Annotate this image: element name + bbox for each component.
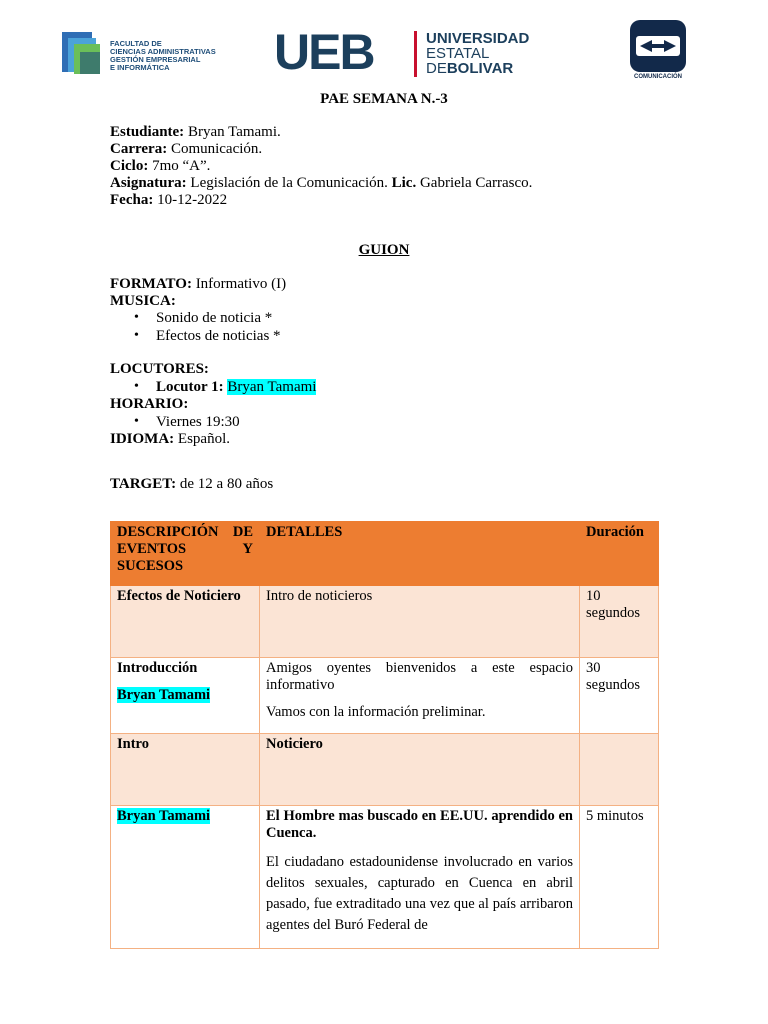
target-label: TARGET: [110,476,177,492]
ueb-de: DE [426,60,447,77]
career-line [110,141,262,158]
row-speaker-name: Bryan Tamami [117,687,211,703]
cycle-label: Ciclo: [110,158,149,174]
table-row [111,734,659,806]
student-label: Estudiante: [110,124,185,140]
ueb-name-line1: UNIVERSIDAD [426,30,530,47]
table-row [111,658,659,734]
row-duration [580,734,659,806]
row-details [260,806,580,949]
ueb-bolivar: BOLIVAR [446,60,514,77]
schedule-item: Viernes 19:30 [156,414,240,430]
ueb-name-line2: ESTATAL [426,45,490,62]
bullet-icon: • [134,379,139,394]
teacher-value: Gabriela Carrasco. [416,175,533,191]
career-value: Comunicación. [167,141,263,157]
music-label: MUSICA: [110,293,176,309]
music-item: Efectos de noticias * [156,328,281,344]
ueb-logo [274,24,544,80]
header-details: DETALLES [260,522,580,586]
announcers-label: LOCUTORES: [110,361,209,377]
announcers-heading [110,361,209,378]
subject-value: Legislación de la Comunicación. [186,175,392,191]
career-label: Carrera: [110,141,168,157]
row-details: Noticiero [260,734,580,806]
date-line [110,192,227,209]
target-line [110,476,273,493]
date-value: 10-12-2022 [153,192,228,208]
bullet-icon: • [134,328,139,343]
subject-label: Asignatura: [110,175,187,191]
arrows-icon [630,20,686,72]
row-duration: 30 segundos [580,658,659,734]
row-details: Intro de noticieros [260,586,580,658]
language-value: Español. [174,431,230,447]
announcer-name: Bryan Tamami [227,379,317,395]
table-header-row [111,522,659,586]
ueb-name-line3 [426,61,513,76]
faculty-name: FACULTAD DE CIENCIAS ADMINISTRATIVAS GESTIÓN EMPRESARIAL E INFORMÁTICA [110,39,216,72]
schedule-heading [110,396,188,413]
table-row [111,806,659,949]
format-label: FORMATO: [110,276,192,292]
row-description: Intro [111,734,260,806]
header-duration: Duración [580,522,659,586]
header-description: DESCRIPCIÓN DE EVENTOS Y SUCESOS [111,522,260,586]
row-details-text: El ciudadano estadounidense involucrado en varios delitos sexuales, capturado en Cuenca en abril pasado, fue extraditado una vez que al país arribaron agentes del Buró Federal de [266,854,573,933]
format-value: Informativo (I) [191,276,287,292]
communication-logo [628,20,688,84]
cycle-line [110,158,210,175]
bullet-icon: • [134,414,139,429]
script-table [110,521,659,949]
row-description: Efectos de Noticiero [111,586,260,658]
row-details [260,658,580,734]
ueb-letters: UEB [274,24,374,80]
faculty-logo [62,30,222,78]
schedule-label: HORARIO: [110,396,189,412]
guion-heading: GUION [358,242,410,258]
student-line [110,124,281,141]
language-line [110,431,230,448]
cycle-value: 7mo “A”. [148,158,211,174]
row-description-text: Introducción [117,660,198,676]
row-duration: 5 minutos [580,806,659,949]
teacher-label: Lic. [391,175,417,191]
music-heading [110,293,176,310]
row-details-text: Vamos con la información preliminar. [266,704,486,720]
ueb-divider [414,31,417,77]
row-description [111,658,260,734]
music-item: Sonido de noticia * [156,310,273,326]
format-line [110,276,286,293]
row-duration: 10 segundos [580,586,659,658]
bullet-icon: • [134,310,139,325]
communication-label: COMUNICACIÓN [634,74,682,80]
announcer-label: Locutor 1: [156,379,224,395]
row-speaker-name: Bryan Tamami [117,808,211,824]
date-label: Fecha: [110,192,154,208]
row-details-text: Amigos oyentes bienvenidos a este espacio informativo [266,660,573,693]
student-value: Bryan Tamami. [184,124,281,140]
table-row [111,586,659,658]
announcer-item [156,379,316,396]
subject-line [110,175,532,192]
faculty-logo-mark [62,30,102,74]
page-title: PAE SEMANA N.-3 [320,91,448,107]
language-label: IDIOMA: [110,431,175,447]
row-description [111,806,260,949]
target-value: de 12 a 80 años [176,476,274,492]
communication-logo-mark [630,20,686,72]
row-details-headline: El Hombre mas buscado en EE.UU. aprendido en Cuenca. [266,808,573,841]
